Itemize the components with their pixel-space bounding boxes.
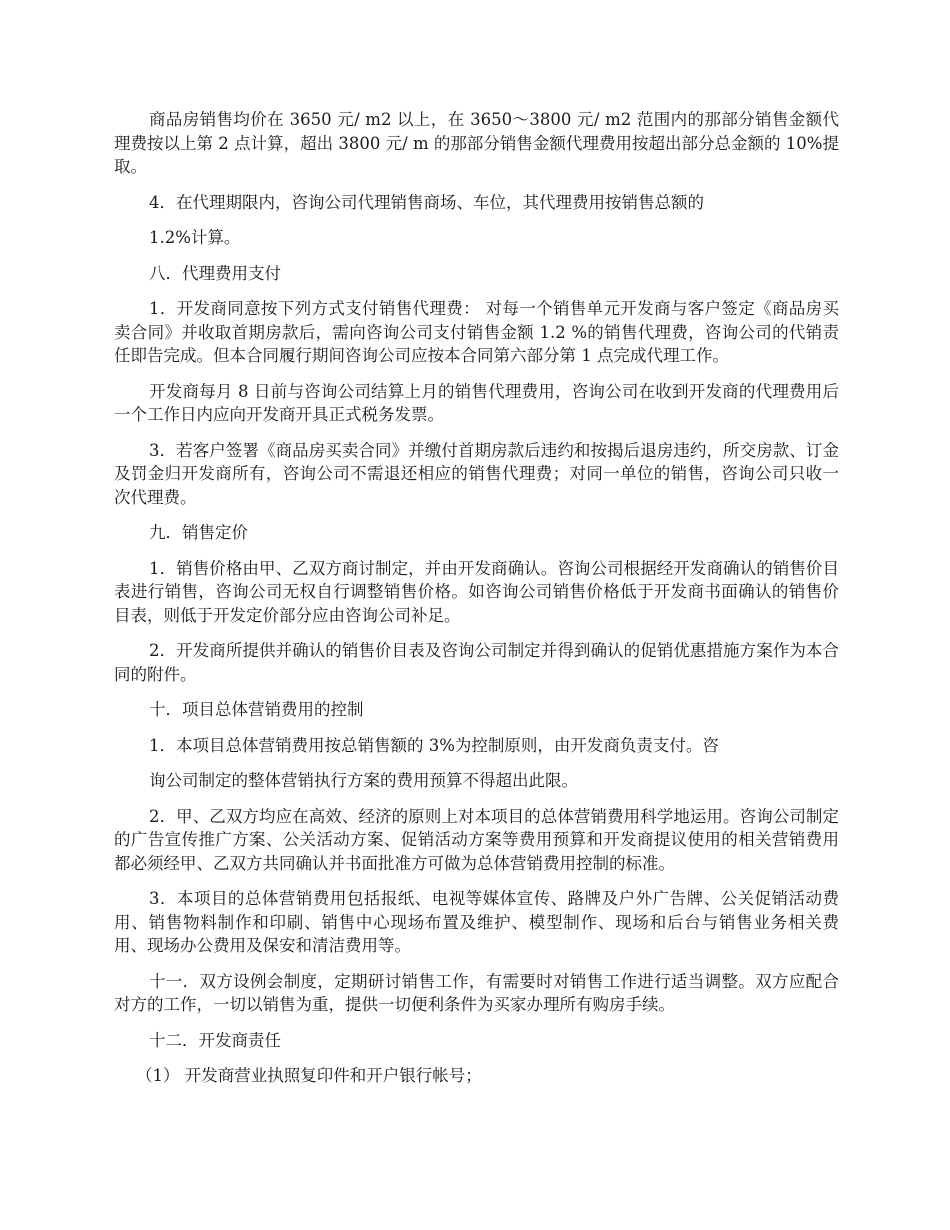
document-page: [114, 108, 839, 1100]
paragraph-10-1-cont: 询公司制定的整体营销执行方案的费用预算不得超出此限。: [149, 771, 578, 790]
paragraph-9-2: 2．开发商所提供并确认的销售价目表及咨询公司制定并得到确认的促销优惠措施方案作为本合同的附件。: [114, 641, 839, 684]
paragraph-10-1: 1．本项目总体营销费用按总销售额的 3%为控制原则，由开发商负责支付。咨: [149, 735, 719, 755]
section-heading-9: 九．销售定价: [149, 523, 248, 542]
section-heading-10: 十．项目总体营销费用的控制: [149, 700, 364, 719]
section-11: 十一．双方设例会制度，定期研讨销售工作，有需要时对销售工作进行适当调整。双方应配合对方的工作，一切以销售为重，提供一切便利条件为买家办理所有购房手续。: [114, 971, 839, 1014]
paragraph-clause-4-cont: 1.2%计算。: [149, 228, 241, 247]
paragraph-12-1: （1） 开发商营业执照复印件和开户银行帐号；: [136, 1066, 482, 1085]
paragraph-clause-4: 4．在代理期限内，咨询公司代理销售商场、车位，其代理费用按销售总额的: [149, 192, 704, 212]
paragraph-8-1: 1．开发商同意按下列方式支付销售代理费： 对每一个销售单元开发商与客户签定《商品房买卖合同》并收取首期房款后，需向咨询公司支付销售金额 1.2 %的销售代理费，咨询公司的代销责任即告完成。但本合同履行期间咨询公司应按本合同第六部分第 1 点完成代理工作。: [114, 299, 839, 365]
paragraph-8-3: 3．若客户签署《商品房买卖合同》并缴付首期房款后违约和按揭后退房违约，所交房款、订金及罚金归开发商所有，咨询公司不需退还相应的销售代理费；对同一单位的销售，咨询公司只收一次代理费。: [114, 440, 839, 507]
section-heading-12: 十二．开发商责任: [149, 1030, 281, 1050]
section-heading-8: 八．代理费用支付: [149, 263, 281, 283]
paragraph-10-2: 2．甲、乙双方均应在高效、经济的原则上对本项目的总体营销费用科学地运用。咨询公司制定的广告宣传推广方案、公关活动方案、促销活动方案等费用预算和开发商提议使用的相关营销费用都必须经甲、乙双方共同确认并书面批准方可做为总体营销费用控制的标准。: [114, 806, 839, 873]
paragraph-pricing-tier: 商品房销售均价在 3650 元/ m2 以上，在 3650～3800 元/ m2 范围内的那部分销售金额代理费按以上第 2 点计算，超出 3800 元/ m 的那部分销售金额代理费用按超出部分总金额的 10%提取。: [114, 110, 839, 176]
paragraph-10-3: 3．本项目的总体营销费用包括报纸、电视等媒体宣传、路牌及户外广告牌、公关促销活动费用、销售物料制作和印刷、销售中心现场布置及维护、模型制作、现场和后台与销售业务相关费用、现场办公费用及保安和清洁费用等。: [114, 889, 839, 955]
paragraph-9-1: 1．销售价格由甲、乙双方商讨制定，并由开发商确认。咨询公司根据经开发商确认的销售价目表进行销售，咨询公司无权自行调整销售价格。如咨询公司销售价格低于开发商书面确认的销售价目表，则低于开发定价部分应由咨询公司补足。: [114, 558, 839, 625]
paragraph-8-settlement: 开发商每月 8 日前与咨询公司结算上月的销售代理费用，咨询公司在收到开发商的代理费用后一个工作日内应向开发商开具正式税务发票。: [114, 381, 839, 424]
